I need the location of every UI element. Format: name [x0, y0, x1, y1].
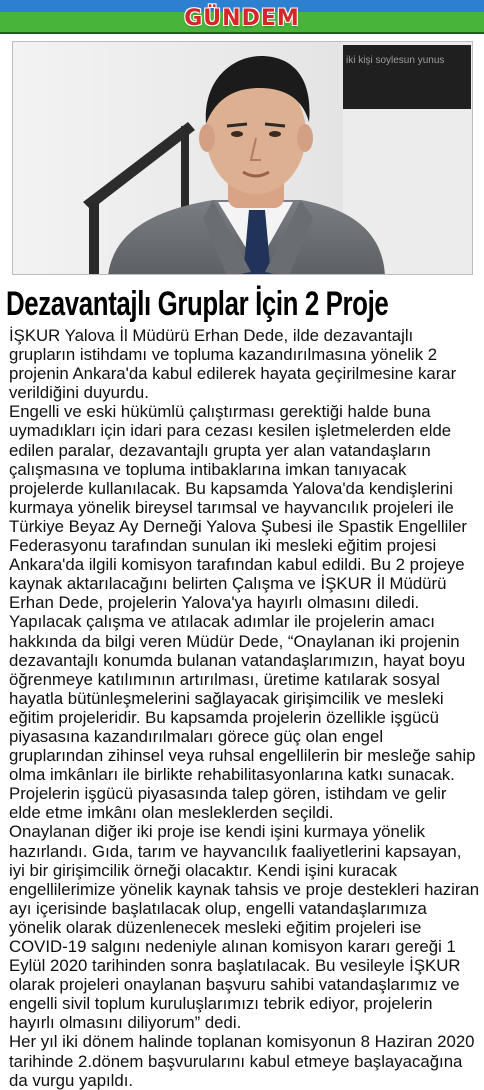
article-body [9, 326, 481, 1090]
photo-caption: iki kişi soylesun yunus [346, 55, 445, 66]
article-headline: Dezavantajlı Gruplar İçin 2 Proje [6, 285, 389, 323]
section-label: GÜNDEM [184, 6, 300, 31]
article-paragraph: Onaylanan diğer iki proje ise kendi işini kurmaya yönelik hazırlandı. Gıda, tarım ve hayvancılık faaliyetlerini kapsayan, iyi bir girişimcilik örneği olacaktır. Kendi işini kuracak engellilerimize yönelik kaynak tahsis ve proje destekleri haziran ayı içerisinde başlatılacak olup, engelli vatandaşlarımıza yönelik olarak düzenlenecek mesleki eğitim projeleri ise COVID-19 salgını nedeniyle alınan komisyon kararı gereği 1 Eylül 2020 tarihinden sonra başlatılacak. Bu vesileyle İŞKUR olarak projeleri onaylanan başvuru sahibi vatandaşlarımız ve engelli sivil toplum kuruluşlarımızı tebrik ediyor, projelerin hayırlı olmasını diliyorum” dedi. [9, 822, 480, 1033]
section-header-bar [0, 0, 484, 34]
article-paragraph: Her yıl iki dönem halinde toplanan komisyonun 8 Haziran 2020 tarihinde 2.dönem başvurularını kabul etmeye başlayacağına da vurgu yapıldı. [9, 1032, 475, 1090]
article-paragraph: İŞKUR Yalova İl Müdürü Erhan Dede, ilde dezavantajlı grupların istihdamı ve topluma kazandırılmasına yönelik 2 projenin Ankara'da kabul edilerek hayata geçirilmesine karar verildiğini duyurdu. [9, 326, 457, 403]
header-band-rule [0, 32, 484, 34]
article-paragraph: Engelli ve eski hükümlü çalıştırması gerektiği halde buna uymadıkları için idari para cezası kesilen işletmelerden elde edilen paralar, dezavantajlı grupta yer alan vatandaşların çalışmasına ve topluma intibaklarına imkan tanıyacak projelerde kullanılacak. Bu kapsamda Yalova'da kendişlerini kurmaya yönelik bireysel tarımsal ve hayvancılık projeleri ile Türkiye Beyaz Ay Derneği Yalova Şubesi ile Spastik Engelliler Federasyonu tarafından sunulan iki mesleki eğitim projesi Ankara'da ilgili komisyon tarafından kabul edildi. Bu 2 projeye kaynak aktarılacağını belirten Çalışma ve İŞKUR İl Müdürü Erhan Dede, projelerin Yalova'ya hayırlı olmasını diledi. [9, 402, 467, 613]
article-paragraph: Yapılacak çalışma ve atılacak adımlar ile projelerin amacı hakkında da bilgi veren Müdür Dede, “Onaylanan iki projenin dezavantajlı konumda bulanan vatandaşlarımızın, hayat boyu öğrenmeye katılımının artırılması, üretime katılarak sosyal hayatla bütünleşmelerini sağlayacak girişimcilik ve mesleki eğitim projeleridir. Bu kapsamda projelerin özellikle işgücü piyasasına kazandırılmaları görece güç olan engel gruplarından zihinsel veya ruhsal engellilerin bir mesleğe sahip olma imkânları ile birlikte rehabilitasyonlarına katkı sunacak. Projelerin işgücü piyasasında talep gören, istihdam ve gelir elde etme imkânı olan mesleklerden seçildi. [9, 612, 476, 823]
